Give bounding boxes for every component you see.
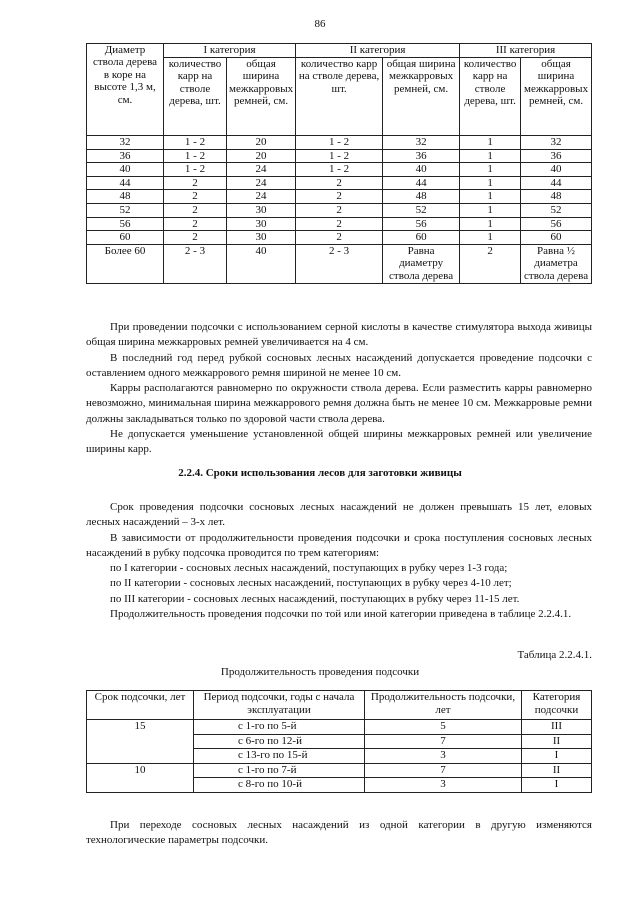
cell: 2 (164, 176, 227, 190)
cell-period: с 13-го по 15-й (194, 749, 365, 764)
cell: 2 (296, 203, 383, 217)
cell-diameter: 52 (87, 203, 164, 217)
body-text-block-1 (86, 320, 592, 458)
paragraph: по II категории - сосновых лесных насаждений, поступающих в рубку через 4-10 лет; (110, 577, 512, 590)
cell: 1 (460, 217, 521, 231)
cell: 30 (227, 203, 296, 217)
table-row (87, 244, 592, 283)
paragraph: В зависимости от продолжительности проведения подсочки и срока поступления сосновых лесных насаждений в рубку подсочка проводится по трем категориям: (86, 531, 592, 559)
cell: 1 (460, 231, 521, 245)
cell-category: II (522, 734, 592, 749)
cell: 2 (296, 176, 383, 190)
cell: 56 (383, 217, 460, 231)
cell: 1 (460, 149, 521, 163)
tapping-parameters-table (86, 43, 592, 284)
header-term: Срок подсочки, лет (87, 691, 194, 720)
table-row (87, 217, 592, 231)
cell-diameter: 44 (87, 176, 164, 190)
table-row (87, 149, 592, 163)
cell: Равна ½ диаметра ствола дерева (521, 244, 592, 283)
cell: 20 (227, 136, 296, 150)
cell-category: I (522, 778, 592, 793)
cell-diameter: 36 (87, 149, 164, 163)
header-duration: Продолжительность подсочки, лет (365, 691, 522, 720)
tapping-duration-table (86, 690, 592, 793)
cell: 1 - 2 (164, 149, 227, 163)
body-text-block-3 (86, 818, 592, 849)
cell-diameter: 60 (87, 231, 164, 245)
table-row (87, 763, 592, 778)
subheader: общая ширина межкарровых ремней, см. (383, 58, 460, 136)
cell-category: II (522, 763, 592, 778)
cell: 36 (521, 149, 592, 163)
cell-duration: 7 (365, 763, 522, 778)
cell: 1 (460, 136, 521, 150)
cell: 1 - 2 (164, 163, 227, 177)
table-row (87, 176, 592, 190)
cell: 24 (227, 176, 296, 190)
cell: 60 (521, 231, 592, 245)
subheader: количество карр на стволе дерева, шт. (164, 58, 227, 136)
cell: 32 (383, 136, 460, 150)
paragraph: по I категории - сосновых лесных насаждений, поступающих в рубку через 1-3 года; (110, 562, 508, 575)
cell-diameter: Более 60 (87, 244, 164, 283)
cell: 2 - 3 (164, 244, 227, 283)
cell-duration: 5 (365, 720, 522, 735)
cell-period: с 8-го по 10-й (194, 778, 365, 793)
cell: 30 (227, 231, 296, 245)
cell: 30 (227, 217, 296, 231)
paragraph: Срок проведения подсочки сосновых лесных насаждений не должен превышать 15 лет, еловых лесных насаждений – 3-х лет. (86, 501, 592, 529)
cell-diameter: 40 (87, 163, 164, 177)
cell: 24 (227, 163, 296, 177)
cell: 2 - 3 (296, 244, 383, 283)
cell: 2 (164, 203, 227, 217)
cell: 1 (460, 163, 521, 177)
cell: 20 (227, 149, 296, 163)
cell: 2 (164, 190, 227, 204)
cell: 60 (383, 231, 460, 245)
cell-category: III (522, 720, 592, 735)
cell: 2 (164, 231, 227, 245)
cell: 48 (383, 190, 460, 204)
cell: 1 - 2 (296, 163, 383, 177)
table-title: Продолжительность проведения подсочки (220, 666, 420, 678)
header-category: Категория подсочки (522, 691, 592, 720)
paragraph: Продолжительность проведения подсочки по той или иной категории приведена в таблице 2.2.4.1. (110, 608, 572, 621)
cell: 32 (521, 136, 592, 150)
cell: 44 (383, 176, 460, 190)
table-caption: Таблица 2.2.4.1. (517, 649, 592, 661)
table-row (87, 231, 592, 245)
table-row (87, 136, 592, 150)
header-period: Период подсочки, годы с начала эксплуатации (194, 691, 365, 720)
cell: Равна диаметру ствола дерева (383, 244, 460, 283)
cell: 24 (227, 190, 296, 204)
body-text-block-2 (86, 500, 592, 622)
paragraph: При проведении подсочки с использованием серной кислоты в качестве стимулятора выхода живицы общая ширина межкарровых ремней увеличивается на 4 см. (86, 321, 592, 349)
cell: 2 (460, 244, 521, 283)
paragraph: В последний год перед рубкой сосновых лесных насаждений допускается проведение подсочки с оставлением одного межкаррового ремня шириной не менее 10 см. (86, 351, 592, 379)
cell-diameter: 48 (87, 190, 164, 204)
cell: 2 (296, 231, 383, 245)
subheader: количество карр на стволе дерева, шт. (296, 58, 383, 136)
table-row (87, 190, 592, 204)
paragraph: Карры располагаются равномерно по окружности ствола дерева. Если разместить карры равномерно невозможно, минимальная ширина межкаррового ремня должна быть не менее 10 см. Межкарровые ремни должны закладываться только по здоровой части ствола дерева. (86, 382, 592, 425)
cell: 52 (383, 203, 460, 217)
table-row (87, 203, 592, 217)
cell: 40 (521, 163, 592, 177)
cell-category: I (522, 749, 592, 764)
cell-diameter: 56 (87, 217, 164, 231)
cell: 36 (383, 149, 460, 163)
subheader: количество карр на стволе дерева, шт. (460, 58, 521, 136)
cell: 56 (521, 217, 592, 231)
header-category-1: I категория (164, 44, 296, 58)
cell: 1 - 2 (164, 136, 227, 150)
cell-term: 15 (87, 720, 194, 764)
cell-diameter: 32 (87, 136, 164, 150)
cell-term: 10 (87, 763, 194, 792)
cell: 44 (521, 176, 592, 190)
cell: 48 (521, 190, 592, 204)
cell-duration: 7 (365, 734, 522, 749)
header-diameter: Диаметр ствола дерева в коре на высоте 1,3 м, см. (87, 44, 164, 136)
paragraph: При переходе сосновых лесных насаждений из одной категории в другую изменяются технологические параметры подсочки. (86, 819, 592, 847)
cell: 1 - 2 (296, 149, 383, 163)
cell: 40 (227, 244, 296, 283)
table-row (87, 163, 592, 177)
subheader: общая ширина межкарровых ремней, см. (521, 58, 592, 136)
cell-period: с 1-го по 7-й (194, 763, 365, 778)
cell: 40 (383, 163, 460, 177)
cell: 2 (296, 190, 383, 204)
cell-duration: 3 (365, 749, 522, 764)
cell: 1 (460, 176, 521, 190)
paragraph: Не допускается уменьшение установленной общей ширины межкарровых ремней или увеличение ширины карр. (86, 428, 592, 456)
cell: 52 (521, 203, 592, 217)
cell: 1 (460, 203, 521, 217)
cell: 2 (164, 217, 227, 231)
subheader: общая ширина межкарровых ремней, см. (227, 58, 296, 136)
cell-period: с 6-го по 12-й (194, 734, 365, 749)
header-category-2: II категория (296, 44, 460, 58)
cell: 1 (460, 190, 521, 204)
cell-period: с 1-го по 5-й (194, 720, 365, 735)
header-category-3: III категория (460, 44, 592, 58)
cell-duration: 3 (365, 778, 522, 793)
cell: 2 (296, 217, 383, 231)
cell: 1 - 2 (296, 136, 383, 150)
page-number: 86 (314, 18, 326, 30)
paragraph: по III категории - сосновых лесных насаждений, поступающих в рубку через 11-15 лет. (110, 592, 520, 605)
table-row (87, 720, 592, 735)
section-title: 2.2.4. Сроки использования лесов для заготовки живицы (178, 467, 462, 479)
